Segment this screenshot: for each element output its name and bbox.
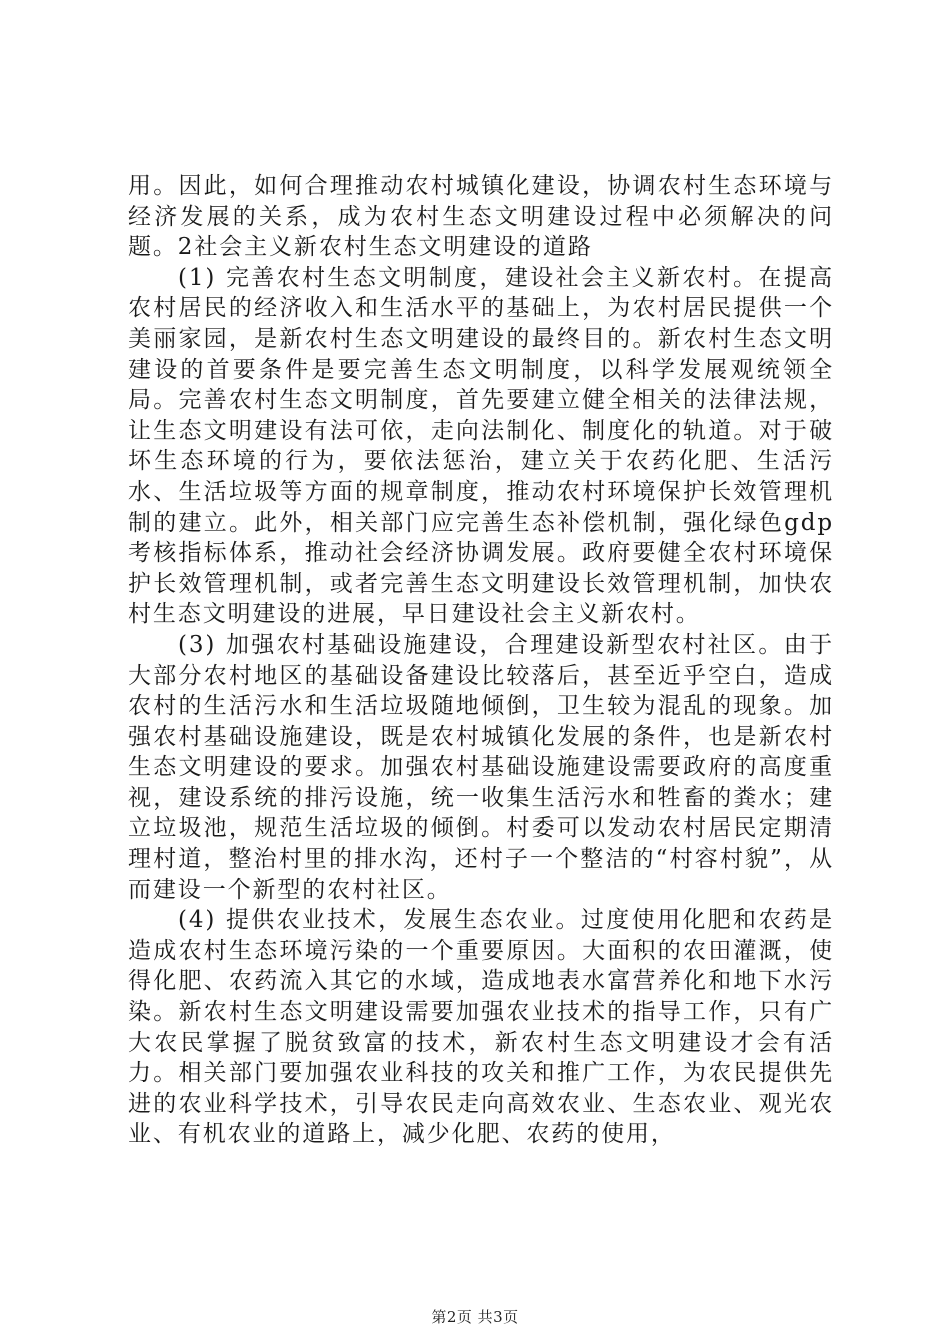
page-footer: 第2页 共3页	[431, 1308, 519, 1326]
paragraph-intro: 用。因此，如何合理推动农村城镇化建设，协调农村生态环境与经济发展的关系，成为农村生态文明建设过程中必须解决的问题。2社会主义新农村生态文明建设的道路	[128, 173, 834, 261]
paragraph-point-3: (3) 加强农村基础设施建设，合理建设新型农村社区。由于大部分农村地区的基础设备建设比较落后，甚至近乎空白，造成农村的生活污水和生活垃圾随地倾倒，卫生较为混乱的现象。加强农村基础设施建设，既是农村城镇化发展的条件，也是新农村生态文明建设的要求。加强农村基础设施建设需要政府的高度重视，建设系统的排污设施，统一收集生活污水和牲畜的粪水；建立垃圾池，规范生活垃圾的倾倒。村委可以发动农村居民定期清理村道，整治村里的排水沟，还村子一个整洁的“村容村貌”，从而建设一个新型的农村社区。	[128, 631, 834, 903]
document-body	[128, 171, 834, 1150]
paragraph-point-1: (1) 完善农村生态文明制度，建设社会主义新农村。在提高农村居民的经济收入和生活水平的基础上，为农村居民提供一个美丽家园，是新农村生态文明建设的最终目的。新农村生态文明建设的首要条件是要完善生态文明制度，以科学发展观统领全局。完善农村生态文明制度，首先要建立健全相关的法律法规，让生态文明建设有法可依，走向法制化、制度化的轨道。对于破坏生态环境的行为，要依法惩治，建立关于农药化肥、生活污水、生活垃圾等方面的规章制度，推动农村环境保护长效管理机制的建立。此外，相关部门应完善生态补偿机制，强化绿色gdp考核指标体系，推动社会经济协调发展。政府要健全农村环境保护长效管理机制，或者完善生态文明建设长效管理机制，加快农村生态文明建设的进展，早日建设社会主义新农村。	[128, 264, 834, 628]
paragraph-point-4: (4) 提供农业技术，发展生态农业。过度使用化肥和农药是造成农村生态环境污染的一个重要原因。大面积的农田灌溉，使得化肥、农药流入其它的水域，造成地表水富营养化和地下水污染。新农村生态文明建设需要加强农业技术的指导工作，只有广大农民掌握了脱贫致富的技术，新农村生态文明建设才会有活力。相关部门要加强农业科技的攻关和推广工作，为农民提供先进的农业科学技术，引导农民走向高效农业、生态农业、观光农业、有机农业的道路上，减少化肥、农药的使用，	[128, 907, 834, 1148]
